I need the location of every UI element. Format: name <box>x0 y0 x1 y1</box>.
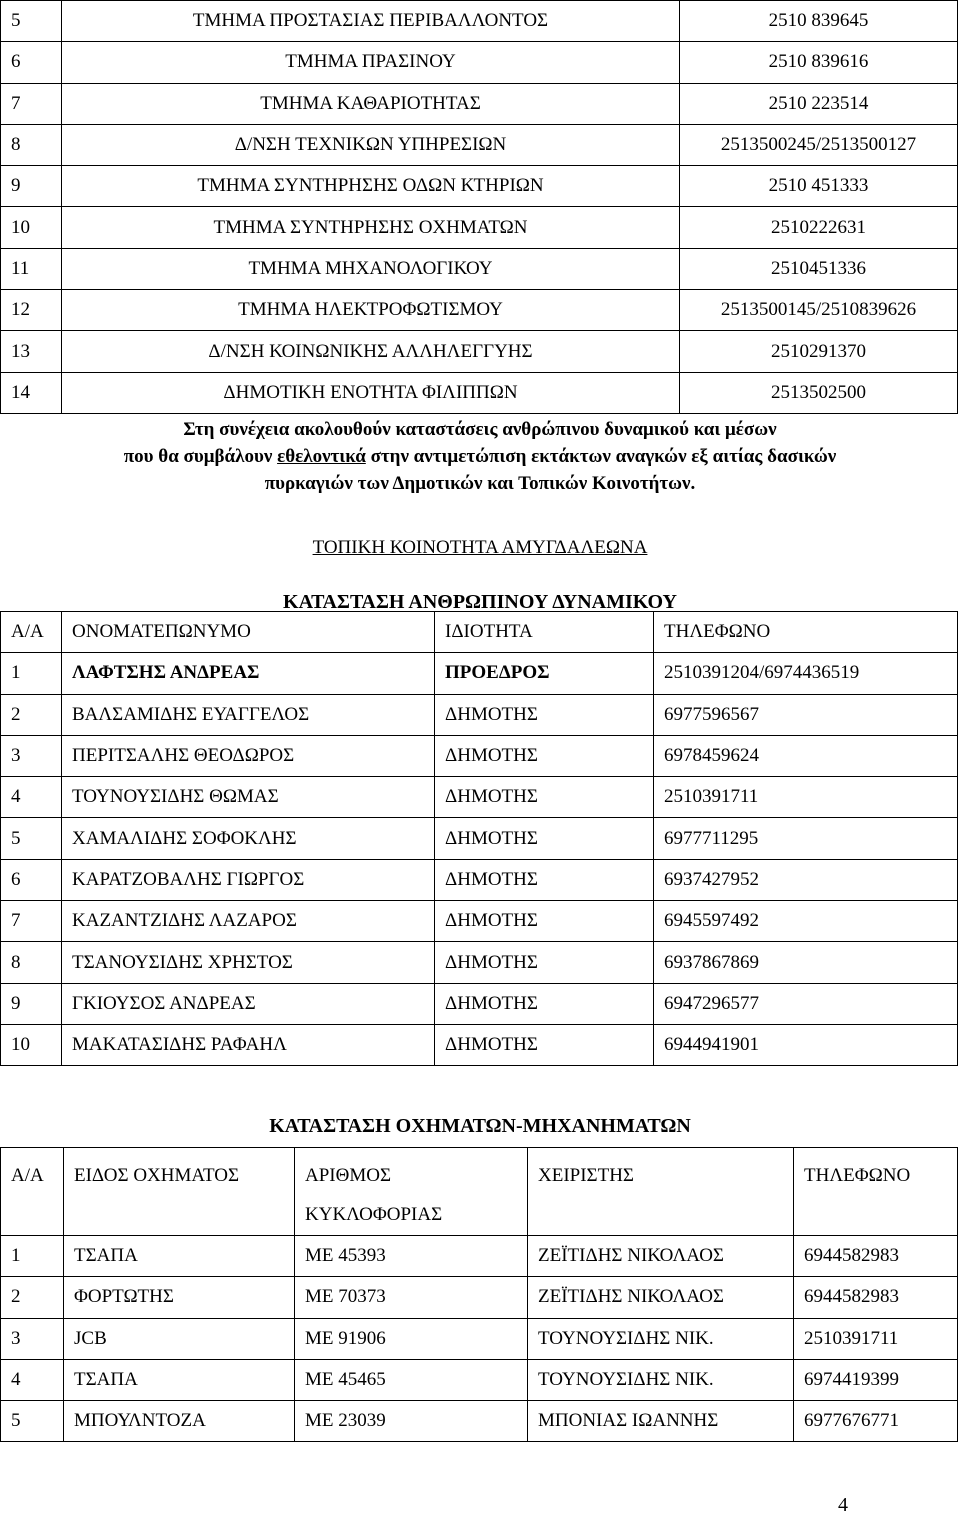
header-cell: Α/Α <box>1 612 62 653</box>
vehicles-title: ΚΑΤΑΣΤΑΣΗ ΟΧΗΜΑΤΩΝ-ΜΗΧΑΝΗΜΑΤΩΝ <box>269 1115 691 1137</box>
table-cell: 8 <box>1 942 62 983</box>
table-row <box>1 901 958 942</box>
table-cell: 6978459624 <box>654 735 958 776</box>
table-cell: 6944582983 <box>794 1277 958 1318</box>
table-cell: 12 <box>1 290 62 331</box>
table-row <box>1 372 958 413</box>
table-cell: ΜΠΟΝΙΑΣ ΙΩΑΝΝΗΣ <box>528 1401 794 1442</box>
table-cell: ΔΗΜΟΤΗΣ <box>435 859 654 900</box>
table-cell: ΒΑΛΣΑΜΙΔΗΣ ΕΥΑΓΓΕΛΟΣ <box>62 694 435 735</box>
table-cell: 1 <box>1 653 62 694</box>
table-row <box>1 331 958 372</box>
table-row <box>1 777 958 818</box>
table-cell: ΔΗΜΟΤΗΣ <box>435 983 654 1024</box>
header-cell <box>295 1148 528 1236</box>
table-cell: ΤΜΗΜΑ ΚΑΘΑΡΙΟΤΗΤΑΣ <box>62 83 680 124</box>
table-cell: 6977676771 <box>794 1401 958 1442</box>
table-cell: ΜΕ 45465 <box>295 1359 528 1400</box>
table-cell: 2510222631 <box>680 207 958 248</box>
header-cell: ΕΙΔΟΣ ΟΧΗΜΑΤΟΣ <box>64 1148 295 1236</box>
table-cell: ΔΗΜΟΤΗΣ <box>435 777 654 818</box>
table-cell: ΔΗΜΟΤΗΣ <box>435 694 654 735</box>
table-row <box>1 653 958 694</box>
table-row <box>1 1359 958 1400</box>
table-cell: ΓΚΙΟΥΣΟΣ ΑΝΔΡΕΑΣ <box>62 983 435 1024</box>
table-cell: 5 <box>1 1 62 42</box>
table-cell: 4 <box>1 777 62 818</box>
table-cell: ΤΜΗΜΑ ΠΡΟΣΤΑΣΙΑΣ ΠΕΡΙΒΑΛΛΟΝΤΟΣ <box>62 1 680 42</box>
table-cell: 3 <box>1 1318 64 1359</box>
table-cell: ΜΕ 91906 <box>295 1318 528 1359</box>
table-cell: ΖΕΪΤΙΔΗΣ ΝΙΚΟΛΑΟΣ <box>528 1236 794 1277</box>
table-cell: 4 <box>1 1359 64 1400</box>
table-row <box>1 248 958 289</box>
table-cell: Δ/ΝΣΗ ΚΟΙΝΩΝΙΚΗΣ ΑΛΛΗΛΕΓΓΥΗΣ <box>62 331 680 372</box>
table-cell: ΠΕΡΙΤΣΑΛΗΣ ΘΕΟΔΩΡΟΣ <box>62 735 435 776</box>
table-cell: 2513500245/2513500127 <box>680 124 958 165</box>
table-cell: ΜΕ 70373 <box>295 1277 528 1318</box>
table-cell: ΤΟΥΝΟΥΣΙΔΗΣ ΝΙΚ. <box>528 1359 794 1400</box>
community-title: ΤΟΠΙΚΗ ΚΟΙΝΟΤΗΤΑ ΑΜΥΓΔΑΛΕΩΝΑ <box>312 537 648 558</box>
table-cell: 7 <box>1 83 62 124</box>
table-cell: 11 <box>1 248 62 289</box>
personnel-title: ΚΑΤΑΣΤΑΣΗ ΑΝΘΡΩΠΙΝΟΥ ΔΥΝΑΜΙΚΟΥ <box>283 591 677 613</box>
table-cell: ΔΗΜΟΤΗΣ <box>435 942 654 983</box>
table-row <box>1 1 958 42</box>
table-cell: ΤΟΥΝΟΥΣΙΔΗΣ ΝΙΚ. <box>528 1318 794 1359</box>
table-cell: ΚΑΖΑΝΤΖΙΔΗΣ ΛΑΖΑΡΟΣ <box>62 901 435 942</box>
table-cell: 2510391204/6974436519 <box>654 653 958 694</box>
intro-line-2-start: που θα συμβάλουν <box>123 446 278 467</box>
table-cell: 14 <box>1 372 62 413</box>
table-cell: ΤΜΗΜΑ ΜΗΧΑΝΟΛΟΓΙΚΟΥ <box>62 248 680 289</box>
table-row <box>1 818 958 859</box>
table-cell: ΤΟΥΝΟΥΣΙΔΗΣ ΘΩΜΑΣ <box>62 777 435 818</box>
table-cell: 6944582983 <box>794 1236 958 1277</box>
header-cell: Α/Α <box>1 1148 64 1236</box>
table-cell: ΔΗΜΟΤΗΣ <box>435 818 654 859</box>
table-cell: ΚΑΡΑΤΖΟΒΑΛΗΣ ΓΙΩΡΓΟΣ <box>62 859 435 900</box>
table-cell: ΠΡΟΕΔΡΟΣ <box>435 653 654 694</box>
table-cell: ΛΑΦΤΣΗΣ ΑΝΔΡΕΑΣ <box>62 653 435 694</box>
table-row <box>1 83 958 124</box>
vehicles-header-row <box>1 1148 958 1236</box>
table-cell: 2513502500 <box>680 372 958 413</box>
header-cell: ΧΕΙΡΙΣΤΗΣ <box>528 1148 794 1236</box>
table-row <box>1 735 958 776</box>
table-row <box>1 1277 958 1318</box>
table-cell: ΔΗΜΟΤΙΚΗ ΕΝΟΤΗΤΑ ΦΙΛΙΠΠΩΝ <box>62 372 680 413</box>
intro-line-2 <box>0 443 960 470</box>
table-cell: 13 <box>1 331 62 372</box>
intro-line-3: πυρκαγιών των Δημοτικών και Τοπικών Κοινοτήτων. <box>264 473 696 494</box>
table-cell: ΔΗΜΟΤΗΣ <box>435 1024 654 1065</box>
table-cell: 6977596567 <box>654 694 958 735</box>
table-cell: ΤΣΑΠΑ <box>64 1236 295 1277</box>
table-row <box>1 1024 958 1065</box>
table-cell: ΜΠΟΥΛΝΤΟΖΑ <box>64 1401 295 1442</box>
personnel-table <box>0 611 958 1066</box>
table-cell: 10 <box>1 207 62 248</box>
table-row <box>1 1401 958 1442</box>
header-cell-line: ΚΥΚΛΟΦΟΡΙΑΣ <box>305 1204 443 1225</box>
table-cell: ΜΕ 23039 <box>295 1401 528 1442</box>
header-cell: ΙΔΙΟΤΗΤΑ <box>435 612 654 653</box>
intro-line-1: Στη συνέχεια ακολουθούν καταστάσεις ανθρώπινου δυναμικού και μέσων <box>183 419 777 440</box>
table-cell: 5 <box>1 818 62 859</box>
table-cell: 2510451336 <box>680 248 958 289</box>
table-cell: 2510 839616 <box>680 42 958 83</box>
intro-paragraph <box>0 416 960 497</box>
table-cell: 2510291370 <box>680 331 958 372</box>
table-cell: 2513500145/2510839626 <box>680 290 958 331</box>
table-cell: 6 <box>1 859 62 900</box>
header-cell: ΟΝΟΜΑΤΕΠΩΝΥΜΟ <box>62 612 435 653</box>
table-cell: ΤΜΗΜΑ ΠΡΑΣΙΝΟΥ <box>62 42 680 83</box>
table-cell: ΖΕΪΤΙΔΗΣ ΝΙΚΟΛΑΟΣ <box>528 1277 794 1318</box>
table-cell: ΔΗΜΟΤΗΣ <box>435 901 654 942</box>
table-cell: 6947296577 <box>654 983 958 1024</box>
personnel-header-row <box>1 612 958 653</box>
table-cell: 6937867869 <box>654 942 958 983</box>
table-cell: 6977711295 <box>654 818 958 859</box>
table-row <box>1 207 958 248</box>
table-cell: 6974419399 <box>794 1359 958 1400</box>
table-cell: JCB <box>64 1318 295 1359</box>
table-cell: 2510 451333 <box>680 166 958 207</box>
table-row <box>1 983 958 1024</box>
page-number: 4 <box>838 1494 848 1516</box>
table-row <box>1 1318 958 1359</box>
table-cell: 2510 839645 <box>680 1 958 42</box>
table-cell: 6944941901 <box>654 1024 958 1065</box>
table-cell: 5 <box>1 1401 64 1442</box>
vehicles-table <box>0 1147 958 1442</box>
table-cell: 6945597492 <box>654 901 958 942</box>
table-cell: 2 <box>1 1277 64 1318</box>
header-cell: ΤΗΛΕΦΩΝΟ <box>794 1148 958 1236</box>
table-row <box>1 124 958 165</box>
table-cell: ΦΟΡΤΩΤΗΣ <box>64 1277 295 1318</box>
table-cell: 2510 223514 <box>680 83 958 124</box>
table-cell: 9 <box>1 983 62 1024</box>
table-cell: 9 <box>1 166 62 207</box>
table-row <box>1 859 958 900</box>
departments-table <box>0 0 958 414</box>
table-cell: ΤΜΗΜΑ ΣΥΝΤΗΡΗΣΗΣ ΟΔΩΝ ΚΤΗΡΙΩΝ <box>62 166 680 207</box>
table-cell: ΧΑΜΑΛΙΔΗΣ ΣΟΦΟΚΛΗΣ <box>62 818 435 859</box>
table-cell: 8 <box>1 124 62 165</box>
table-cell: ΤΣΑΠΑ <box>64 1359 295 1400</box>
table-row <box>1 1236 958 1277</box>
table-row <box>1 694 958 735</box>
table-cell: 6 <box>1 42 62 83</box>
table-row <box>1 42 958 83</box>
table-cell: ΤΣΑΝΟΥΣΙΔΗΣ ΧΡΗΣΤΟΣ <box>62 942 435 983</box>
table-cell: Δ/ΝΣΗ ΤΕΧΝΙΚΩΝ ΥΠΗΡΕΣΙΩΝ <box>62 124 680 165</box>
table-cell: ΜΑΚΑΤΑΣΙΔΗΣ ΡΑΦΑΗΛ <box>62 1024 435 1065</box>
table-cell: ΜΕ 45393 <box>295 1236 528 1277</box>
header-cell: ΤΗΛΕΦΩΝΟ <box>654 612 958 653</box>
table-cell: 10 <box>1 1024 62 1065</box>
intro-underlined-word: εθελοντικά <box>277 446 366 467</box>
header-cell-line: ΑΡΙΘΜΟΣ <box>305 1165 392 1186</box>
table-cell: 3 <box>1 735 62 776</box>
table-cell: 2510391711 <box>654 777 958 818</box>
table-row <box>1 290 958 331</box>
table-row <box>1 942 958 983</box>
intro-line-2-end: στην αντιμετώπιση εκτάκτων αναγκών εξ αιτίας δασικών <box>365 446 837 467</box>
table-row <box>1 166 958 207</box>
table-cell: ΤΜΗΜΑ ΣΥΝΤΗΡΗΣΗΣ ΟΧΗΜΑΤΩΝ <box>62 207 680 248</box>
table-cell: 2 <box>1 694 62 735</box>
table-cell: 6937427952 <box>654 859 958 900</box>
table-cell: ΤΜΗΜΑ ΗΛΕΚΤΡΟΦΩΤΙΣΜΟΥ <box>62 290 680 331</box>
table-cell: 1 <box>1 1236 64 1277</box>
table-cell: 7 <box>1 901 62 942</box>
table-cell: ΔΗΜΟΤΗΣ <box>435 735 654 776</box>
table-cell: 2510391711 <box>794 1318 958 1359</box>
